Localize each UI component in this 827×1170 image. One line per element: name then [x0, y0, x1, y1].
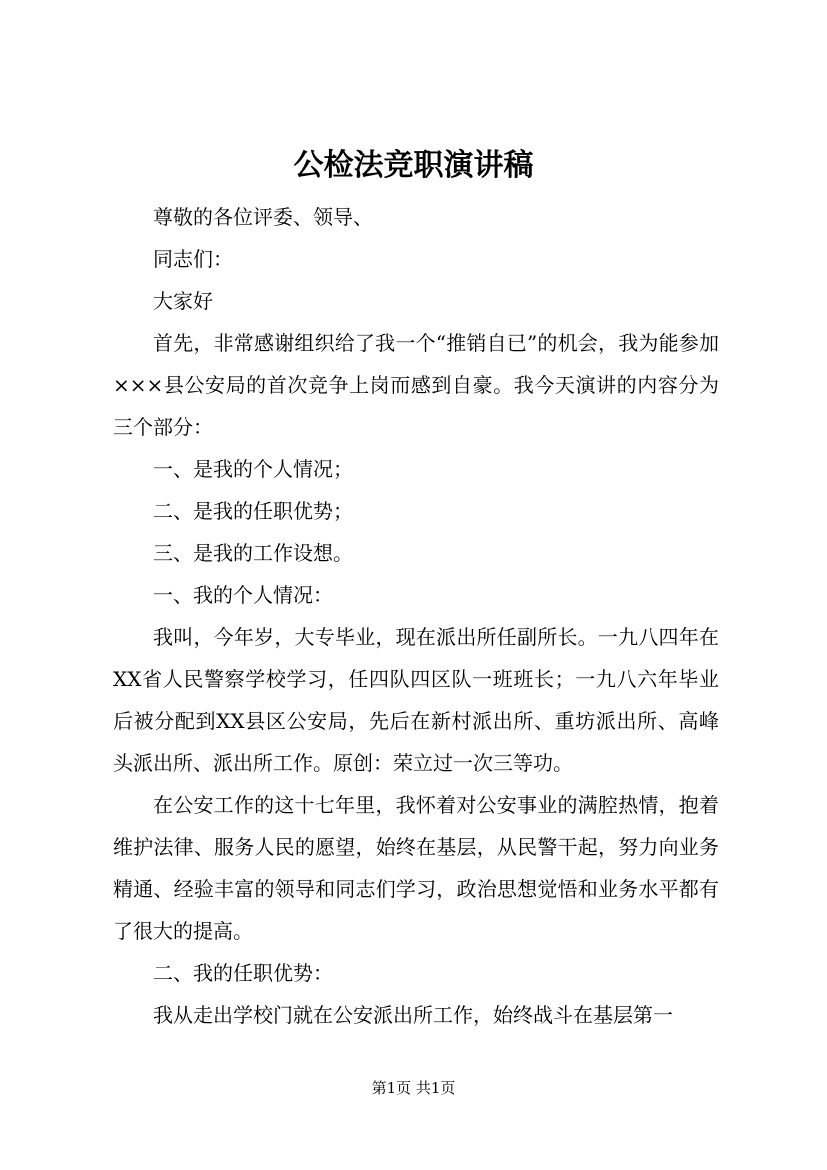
document-title: 公检法竞职演讲稿	[293, 148, 534, 183]
section-heading-1: 一、我的个人情况：	[153, 583, 333, 607]
paragraph-greeting: 大家好	[153, 289, 213, 313]
paragraph-advantages: 我从走出学校门就在公安派出所工作，始终战斗在基层第一	[153, 1003, 673, 1027]
page-footer: 第1页 共1页	[371, 1079, 456, 1097]
outline-item-3: 三、是我的工作设想。	[153, 541, 353, 565]
section-heading-2: 二、我的任职优势：	[153, 961, 333, 985]
outline-item-1: 一、是我的个人情况；	[153, 457, 353, 481]
paragraph-salutation-2: 同志们：	[153, 247, 233, 271]
paragraph-intro: 首先，非常感谢组织给了我一个“推销自已”的机会，我为能参加×××县公安局的首次竞争上岗而感到自豪。我今天演讲的内容分为三个部分：	[113, 331, 719, 439]
paragraph-salutation: 尊敬的各位评委、领导、	[153, 205, 373, 229]
paragraph-experience: 在公安工作的这十七年里，我怀着对公安事业的满腔热情，抱着维护法律、服务人民的愿望，始终在基层，从民警干起，努力向业务精通、经验丰富的领导和同志们学习，政治思想觉悟和业务水平都有了很大的提高。	[113, 793, 719, 943]
document-body	[113, 196, 719, 1036]
outline-item-2: 二、是我的任职优势；	[153, 499, 353, 523]
paragraph-personal-info: 我叫，今年岁，大专毕业，现在派出所任副所长。一九八四年在XX省人民警察学校学习，任四队四区队一班班长；一九八六年毕业后被分配到XX县区公安局，先后在新村派出所、重坊派出所、高峰头派出所、派出所工作。原创：荣立过一次三等功。	[113, 625, 719, 775]
